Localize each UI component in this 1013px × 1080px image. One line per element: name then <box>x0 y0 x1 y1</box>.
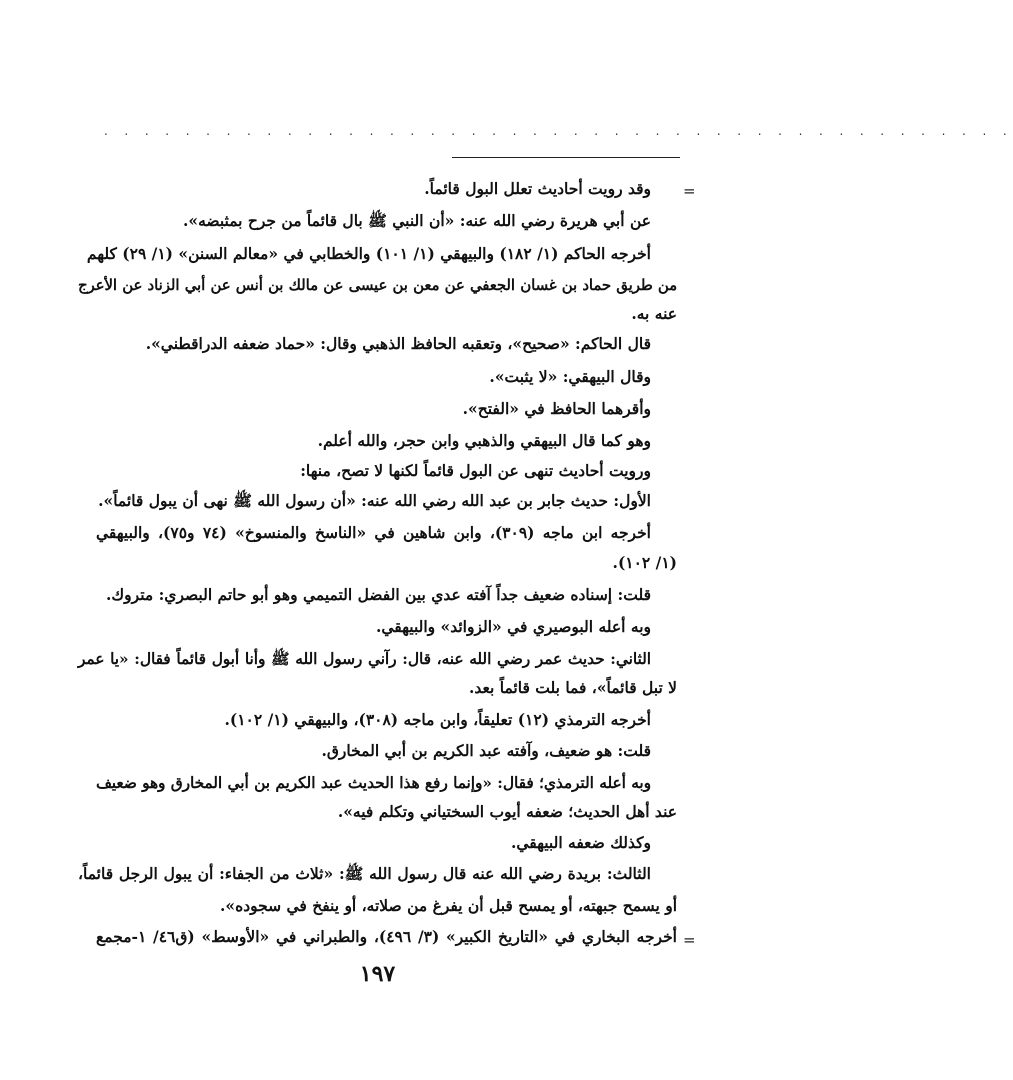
text-line: عند أهل الحديث؛ ضعفه أيوب السختياني وتكلم فيه». <box>337 802 677 821</box>
text-line: أو يسمح جبهته، أو يمسح قبل أن يفرغ من صلاته، أو ينفخ في سجوده». <box>219 896 677 915</box>
text-line: وأقرهما الحافظ في «الفتح». <box>462 399 651 418</box>
text-line: لا تبل قائماً»، فما بلت قائماً بعد. <box>469 678 677 697</box>
text-line: وهو كما قال البيهقي والذهبي وابن حجر، والله أعلم. <box>317 431 651 450</box>
text-line: الثاني: حديث عمر رضي الله عنه، قال: رآني رسول الله ﷺ وأنا أبول قائماً فقال: «يا عمر <box>78 650 651 668</box>
text-line: وقال البيهقي: «لا يثبت». <box>489 367 651 386</box>
text-line: من طريق حماد بن غسان الجعفي عن معن بن عيسى عن مالك بن أنس عن أبي الزناد عن الأعرج <box>78 277 677 294</box>
text-line: أخرجه الترمذي (١٢) تعليقاً، وابن ماجه (٣٠٨)، والبيهقي (١/ ١٠٢). <box>224 710 651 729</box>
text-line: وبه أعله البوصيري في «الزوائد» والبيهقي. <box>375 617 651 636</box>
text-line: قلت: إسناده ضعيف جداً آفته عدي بين الفضل التميمي وهو أبو حاتم البصري: متروك. <box>106 585 651 604</box>
text-line: ورويت أحاديث تنهى عن البول قائماً لكنها لا تصح، منها: <box>300 461 651 480</box>
text-line: الثالث: بريدة رضي الله عنه قال رسول الله ﷺ: «ثلاث من الجفاء: أن يبول الرجل قائماً، <box>78 864 651 883</box>
text-line: أخرجه ابن ماجه (٣٠٩)، وابن شاهين في «الناسخ والمنسوخ» (٧٤ و٧٥)، والبيهقي <box>96 523 651 542</box>
text-line: أخرجه البخاري في «التاريخ الكبير» (٣/ ٤٩٦)، والطبراني في «الأوسط» (ق٤٦/ ١-مجمع <box>96 927 677 946</box>
separator-dots: . . . . . . . . . . . . . . . . . . . . . . . . . . . . . . . . . . . . . . . . . . . . . <box>104 124 1013 138</box>
text-line: قال الحاكم: «صحيح»، وتعقبه الحافظ الذهبي وقال: «حماد ضعفه الدراقطني». <box>145 334 651 353</box>
text-line: (١/ ١٠٢). <box>612 553 677 572</box>
text-line: قلت: هو ضعيف، وآفته عبد الكريم بن أبي المخارق. <box>321 741 651 760</box>
margin-mark-bottom: = <box>683 931 696 949</box>
page-number: ١٩٧ <box>359 961 396 987</box>
footnote-rule <box>452 157 680 158</box>
text-line: عنه به. <box>631 304 677 323</box>
text-line: عن أبي هريرة رضي الله عنه: «أن النبي ﷺ بال قائماً من جرح بمثبضه». <box>183 211 651 230</box>
text-line: وبه أعله الترمذي؛ فقال: «وإنما رفع هذا الحديث عبد الكريم بن أبي المخارق وهو ضعيف <box>96 774 651 792</box>
margin-mark-top: = <box>683 182 696 200</box>
text-line: وقد رويت أحاديث تعلل البول قائماً. <box>424 179 651 198</box>
text-line: الأول: حديث جابر بن عبد الله رضي الله عنه: «أن رسول الله ﷺ نهى أن يبول قائماً». <box>98 491 651 510</box>
text-line: وكذلك ضعفه البيهقي. <box>510 833 651 852</box>
text-line: أخرجه الحاكم (١/ ١٨٢) والبيهقي (١/ ١٠١) والخطابي في «معالم السنن» (١/ ٢٩) كلهم <box>86 244 651 263</box>
